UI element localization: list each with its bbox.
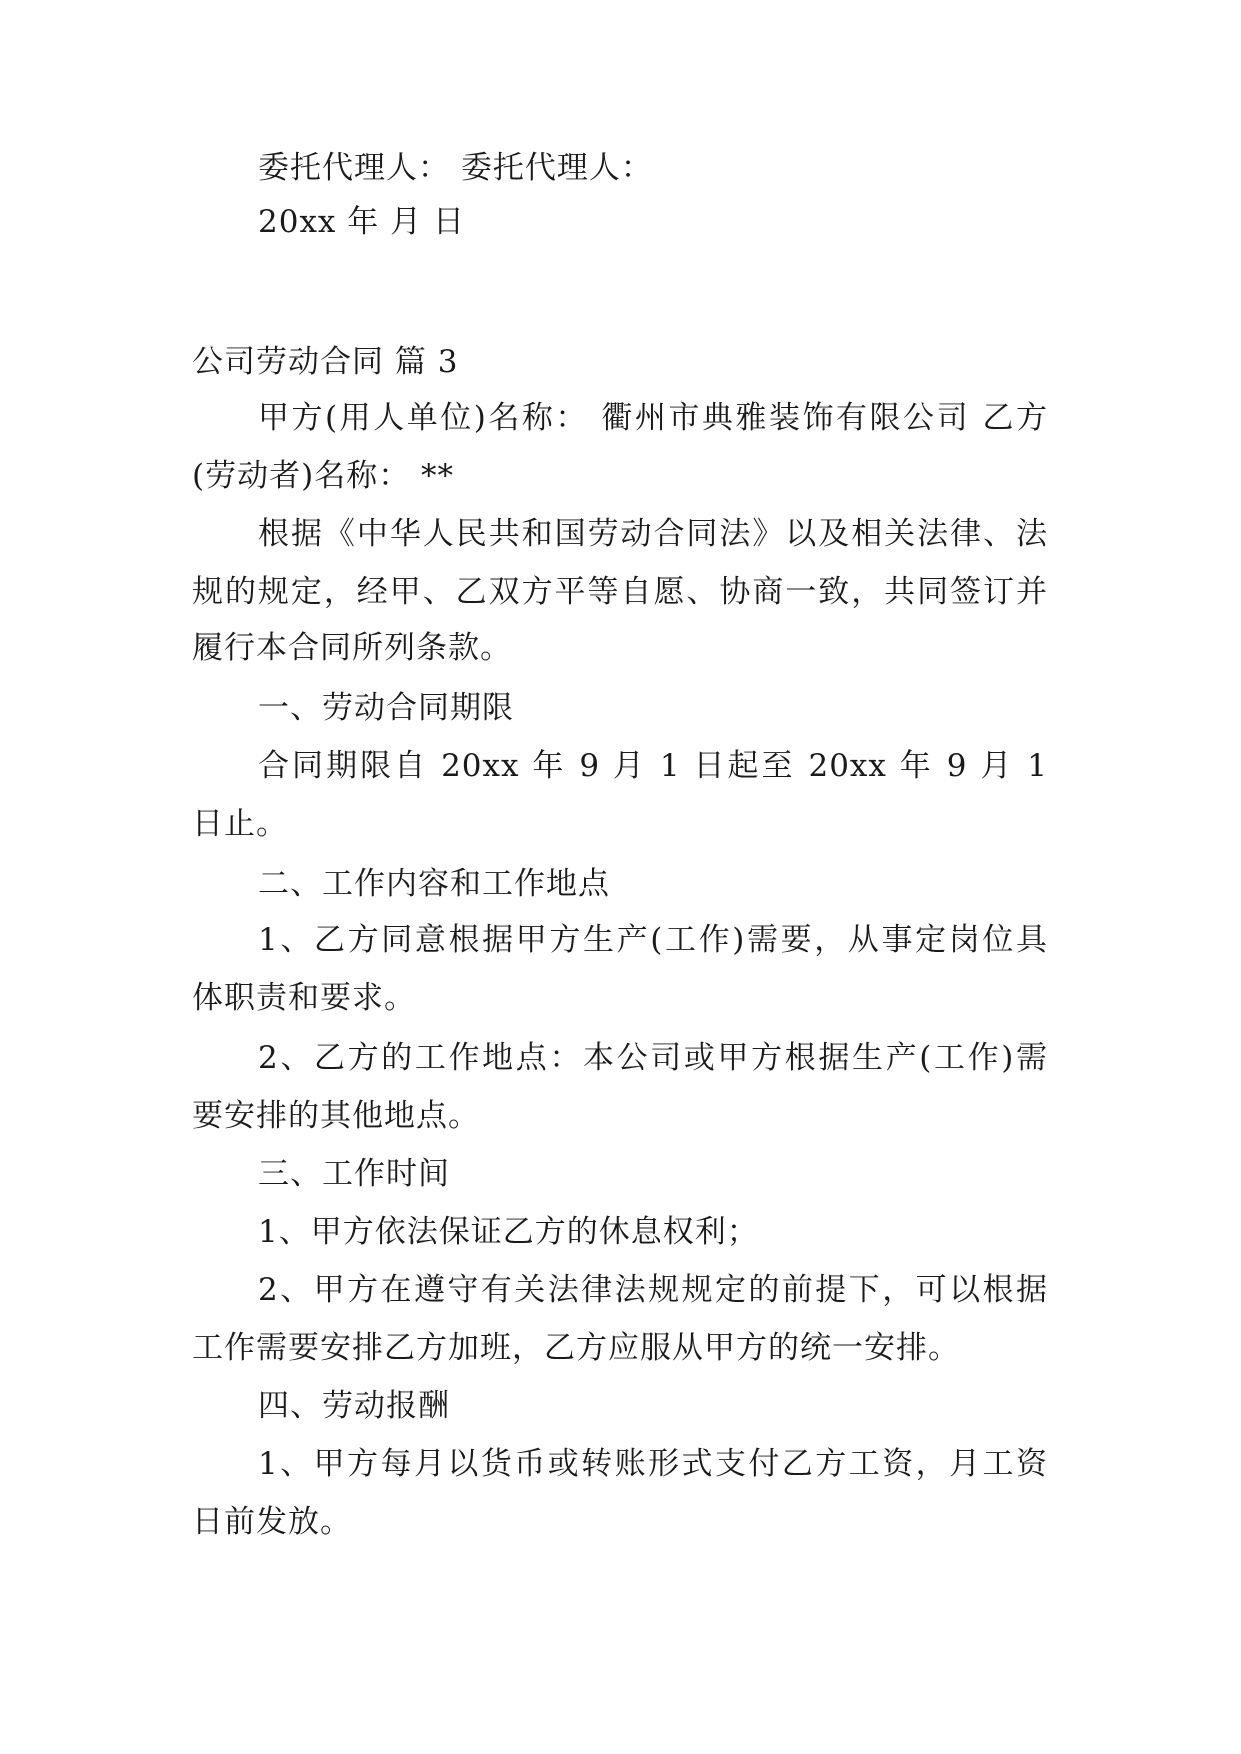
paragraph-line: 2、甲方在遵守有关法律法规规定的前提下，可以根据 <box>258 1272 1048 1308</box>
party-b-line: (劳动者)名称： ** <box>192 458 455 494</box>
paragraph-line: 1、乙方同意根据甲方生产(工作)需要，从事定岗位具 <box>258 922 1048 958</box>
paragraph-line: 2、乙方的工作地点：本公司或甲方根据生产(工作)需 <box>258 1040 1048 1076</box>
clause-heading: 三、工作时间 <box>258 1156 450 1192</box>
clause-heading: 四、劳动报酬 <box>258 1388 450 1424</box>
paragraph-line: 体职责和要求。 <box>192 980 416 1016</box>
paragraph-line: 要安排的其他地点。 <box>192 1098 480 1134</box>
paragraph-line: 1、甲方依法保证乙方的休息权利； <box>258 1214 759 1250</box>
paragraph-line: 日止。 <box>192 806 288 842</box>
paragraph-line: 规的规定，经甲、乙双方平等自愿、协商一致，共同签订并 <box>192 574 1048 610</box>
paragraph-line: 合同期限自 20xx 年 9 月 1 日起至 20xx 年 9 月 1 <box>258 748 1048 784</box>
party-a-line: 甲方(用人单位)名称： 衢州市典雅装饰有限公司 乙方 <box>258 400 1048 436</box>
paragraph-line: 根据《中华人民共和国劳动合同法》以及相关法律、法 <box>258 516 1048 552</box>
paragraph-line: 1、甲方每月以货币或转账形式支付乙方工资，月工资 <box>258 1446 1048 1482</box>
section-title: 公司劳动合同 篇 3 <box>192 344 459 380</box>
signature-date-line: 20xx 年 月 日 <box>258 204 465 240</box>
signature-agent-line: 委托代理人： 委托代理人： <box>258 150 653 186</box>
paragraph-line: 履行本合同所列条款。 <box>192 630 512 666</box>
paragraph-line: 工作需要安排乙方加班，乙方应服从甲方的统一安排。 <box>192 1330 960 1366</box>
clause-heading: 一、劳动合同期限 <box>258 690 514 726</box>
clause-heading: 二、工作内容和工作地点 <box>258 866 610 902</box>
paragraph-line: 日前发放。 <box>192 1504 352 1540</box>
